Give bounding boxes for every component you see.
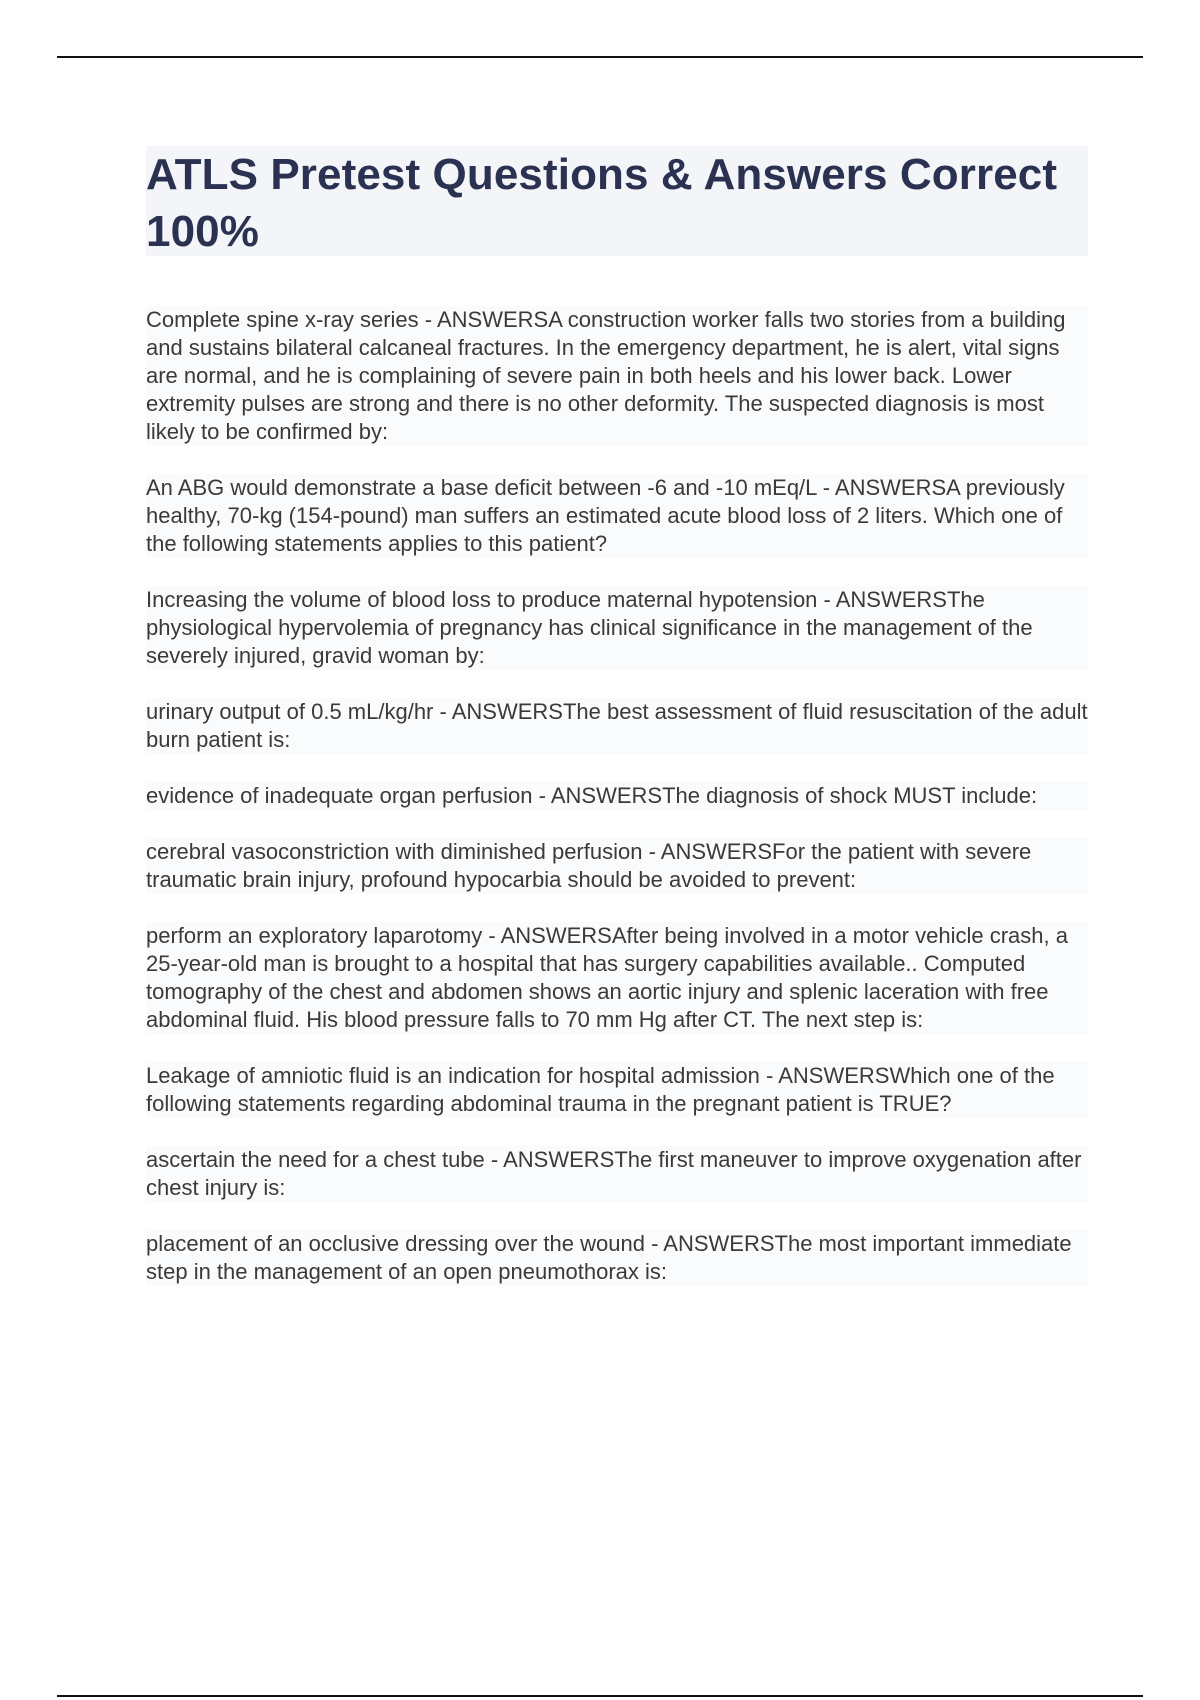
qa-item: Leakage of amniotic fluid is an indication for hospital admission - ANSWERSWhich one of the following statements regarding abdominal trauma in the pregnant patient is TRUE? <box>146 1062 1088 1118</box>
title-block <box>146 146 1088 256</box>
qa-item: Increasing the volume of blood loss to produce maternal hypotension - ANSWERSThe physiological hypervolemia of pregnancy has clinical significance in the management of the severely injured, gravid woman by: <box>146 586 1088 670</box>
qa-item: cerebral vasoconstriction with diminished perfusion - ANSWERSFor the patient with severe traumatic brain injury, profound hypocarbia should be avoided to prevent: <box>146 838 1088 894</box>
qa-item: Complete spine x-ray series - ANSWERSA construction worker falls two stories from a building and sustains bilateral calcaneal fractures. In the emergency department, he is alert, vital signs are normal, and he is complaining of severe pain in both heels and his lower back. Lower extremity pulses are strong and there is no other deformity. The suspected diagnosis is most likely to be confirmed by: <box>146 306 1088 446</box>
qa-item: urinary output of 0.5 mL/kg/hr - ANSWERSThe best assessment of fluid resuscitation of the adult burn patient is: <box>146 699 1088 752</box>
top-rule <box>57 56 1143 58</box>
page-content <box>146 146 1088 1314</box>
page-title: ATLS Pretest Questions & Answers Correct 100% <box>146 150 1058 256</box>
qa-item: perform an exploratory laparotomy - ANSWERSAfter being involved in a motor vehicle crash, a 25-year-old man is brought to a hospital that has surgery capabilities available.. Computed tomography of the chest and abdomen shows an aortic injury and splenic laceration with free abdominal fluid. His blood pressure falls to 70 mm Hg after CT. The next step is: <box>146 922 1088 1034</box>
qa-item: evidence of inadequate organ perfusion - ANSWERSThe diagnosis of shock MUST include: <box>146 782 1088 810</box>
qa-list <box>146 306 1088 1286</box>
bottom-rule <box>57 1695 1143 1697</box>
qa-item: An ABG would demonstrate a base deficit between -6 and -10 mEq/L - ANSWERSA previously healthy, 70-kg (154-pound) man suffers an estimated acute blood loss of 2 liters. Which one of the following statements applies to this patient? <box>146 474 1088 558</box>
qa-item: placement of an occlusive dressing over the wound - ANSWERSThe most important immediate step in the management of an open pneumothorax is: <box>146 1230 1088 1286</box>
qa-item: ascertain the need for a chest tube - ANSWERSThe first maneuver to improve oxygenation after chest injury is: <box>146 1146 1088 1202</box>
